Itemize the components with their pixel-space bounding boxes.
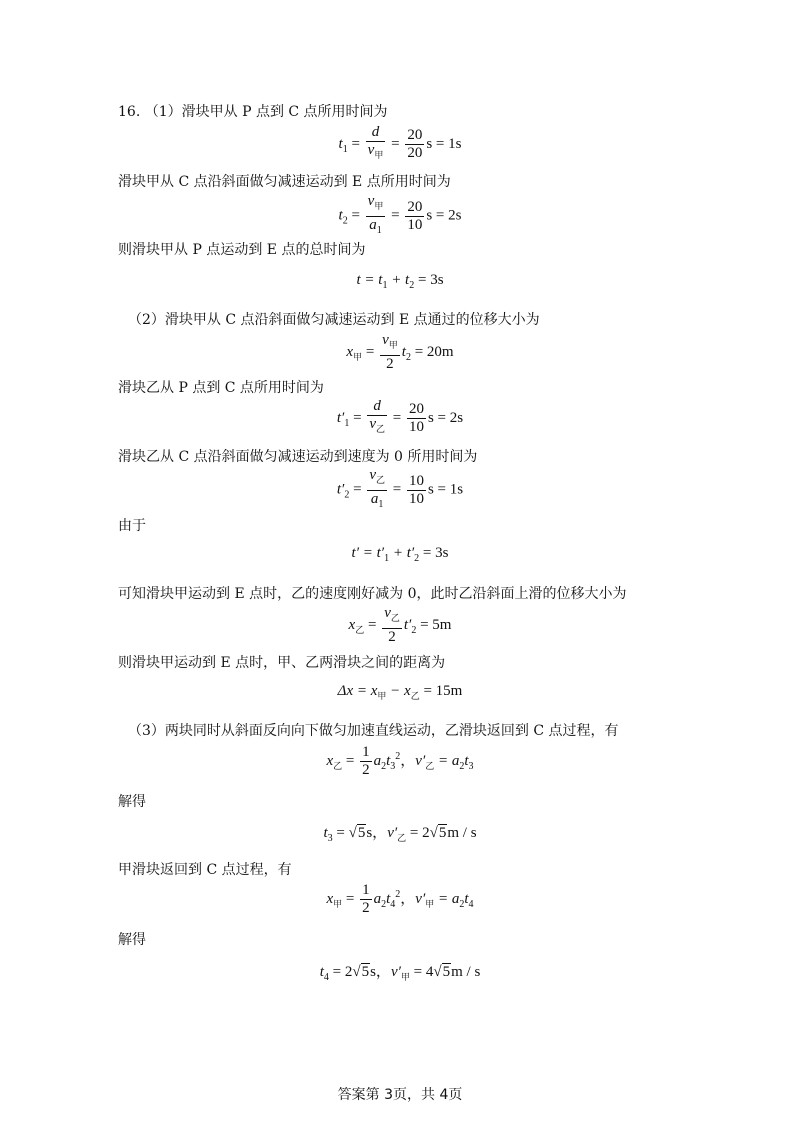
equation-part3-jia: $x_甲$ = $\frac{1}{2}$ $a_2t_4^2$，$v'_甲 = a_2t_4$	[326, 882, 474, 916]
text-line: （2）滑块甲从 C 点沿斜面做匀减速运动到 E 点通过的位移大小为	[128, 312, 540, 328]
equation-t1-prime: $t'_1$ = $\frac{d}{v_乙}$ = $\frac{20}{10}$ s = 2s	[336, 398, 464, 435]
text-line: 则滑块甲从 P 点运动到 E 点的总时间为	[118, 242, 366, 258]
equation-part3-jia-solution: $t_4 = 2√5s$，$v'_甲 = 4√5m / s$	[319, 964, 481, 983]
equation-part3-yi: $x_乙$ = $\frac{1}{2}$ $a_2t_3^2$，$v'_乙 = a_2t_3$	[326, 744, 474, 778]
text-line: 滑块甲从 C 点沿斜面做匀减速运动到 E 点所用时间为	[118, 174, 451, 190]
text-line: 16. （1）滑块甲从 P 点到 C 点所用时间为	[118, 104, 388, 120]
equation-t1: $t_1$ = $\frac{d}{v_甲}$ = $\frac{20}{20}$ s = 1s	[338, 124, 462, 161]
text-line: 甲滑块返回到 C 点过程，有	[118, 862, 292, 878]
equation-t2-prime: $t'_2$ = $\frac{v_乙}{a_1}$ = $\frac{10}{10}$ s = 1s	[336, 467, 464, 510]
text-line: （3）两块同时从斜面反向向下做匀加速直线运动，乙滑块返回到 C 点过程，有	[128, 723, 619, 739]
equation-x-jia: $x_甲$ = $\frac{v_甲}{2}$ $t_2 = 20m$	[346, 332, 454, 372]
text-line: 解得	[118, 932, 146, 948]
text-line: 则滑块甲运动到 E 点时，甲、乙两滑块之间的距离为	[118, 655, 446, 671]
text-line: 由于	[118, 518, 146, 534]
equation-total-time-prime: $t' = t'_1 + t'_2 = 3s$	[351, 545, 449, 564]
equation-part3-yi-solution: $t_3 = √5s$，$v'_乙 = 2√5m / s$	[323, 825, 477, 844]
page-footer: 答案第 3页，共 4页	[337, 1087, 463, 1103]
text-line: 滑块乙从 C 点沿斜面做匀减速运动到速度为 0 所用时间为	[118, 449, 478, 465]
text-line: 可知滑块甲运动到 E 点时，乙的速度刚好减为 0，此时乙沿斜面上滑的位移大小为	[118, 586, 627, 602]
equation-t2: $t_2$ = $\frac{v_甲}{a_1}$ = $\frac{20}{10}$ s = 2s	[338, 193, 462, 236]
text-line: 滑块乙从 P 点到 C 点所用时间为	[118, 380, 324, 396]
equation-delta-x: $\Delta x = x_甲 - x_乙 = 15m$	[337, 683, 463, 702]
equation-x-yi: $x_乙$ = $\frac{v_乙}{2}$ $t'_2 = 5m$	[348, 605, 452, 645]
text-line: 解得	[118, 794, 146, 810]
equation-total-time: $t = t_1 + t_2 = 3s$	[356, 272, 444, 291]
